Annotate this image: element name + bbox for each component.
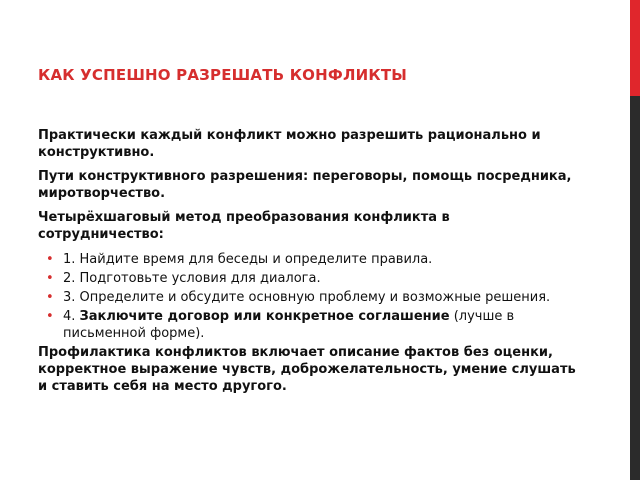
- list-item: [46, 251, 578, 268]
- step-4-bold-text: Заключите договор или конкретное соглашение: [79, 309, 450, 324]
- bullet-icon: •: [46, 290, 54, 305]
- paragraph-method: Четырёхшаговый метод преобразования конфликта в сотрудничество:: [38, 210, 450, 242]
- list-item: [46, 289, 578, 306]
- slide-body: [38, 127, 578, 402]
- paragraph-ways: Пути конструктивного разрешения: переговоры, помощь посредника, миротворчество.: [38, 169, 572, 201]
- step-4-rest: (лучше в письменной форме).: [63, 309, 515, 341]
- bullet-icon: •: [46, 309, 54, 324]
- bullet-icon: •: [46, 252, 54, 267]
- slide-title: КАК УСПЕШНО РАЗРЕШАТЬ КОНФЛИКТЫ: [38, 66, 407, 84]
- right-side-accent: [630, 0, 640, 96]
- bullet-icon: •: [46, 271, 54, 286]
- step-1-text: 1. Найдите время для беседы и определите правила.: [63, 252, 433, 267]
- steps-list: [38, 251, 578, 342]
- list-item: [46, 270, 578, 287]
- paragraph-prevention: Профилактика конфликтов включает описание фактов без оценки, корректное выражение чувств, доброжелательность, умение слушать и ставить себя на место другого.: [38, 345, 576, 394]
- paragraph-constructive: Практически каждый конфликт можно разрешить рационально и конструктивно.: [38, 128, 541, 160]
- step-4-prefix: 4.: [63, 309, 80, 324]
- step-3-text: 3. Определите и обсудите основную проблему и возможные решения.: [63, 290, 551, 305]
- step-2-text: 2. Подготовьте условия для диалога.: [63, 271, 321, 286]
- list-item: [46, 308, 578, 342]
